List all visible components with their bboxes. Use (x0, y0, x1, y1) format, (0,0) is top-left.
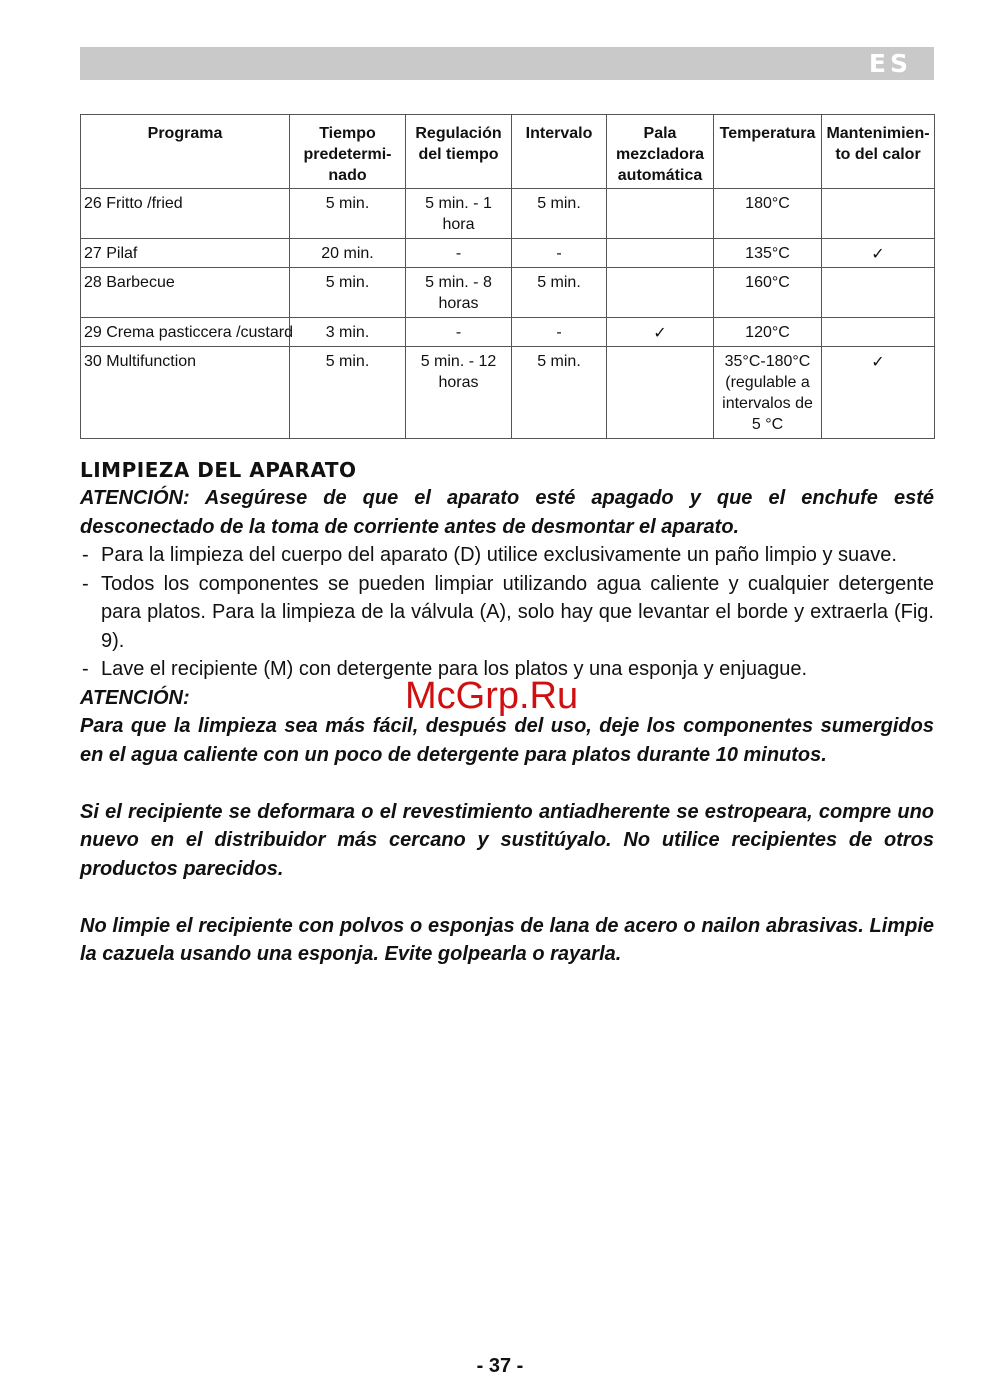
cell-programa: 30 Multifunction (81, 347, 290, 439)
header-regulacion: Regulación del tiempo (406, 115, 512, 189)
cell-regulacion: 5 min. - 12 horas (406, 347, 512, 439)
programs-table (80, 114, 935, 439)
cell-pala (607, 189, 714, 239)
cell-intervalo: 5 min. (512, 189, 607, 239)
cell-pala (607, 268, 714, 318)
cell-tiempo: 5 min. (290, 347, 406, 439)
cell-mantenimiento (822, 268, 935, 318)
list-item: - Para la limpieza del cuerpo del aparato (D) utilice exclusivamente un paño limpio y suave. (82, 544, 897, 566)
cell-programa: 27 Pilaf (81, 239, 290, 268)
attention-label: ATENCIÓN: (80, 686, 190, 709)
list-item: - Todos los componentes se pueden limpiar utilizando agua caliente y cualquier detergente para platos. Para la limpieza de la válvula (A), solo hay que levantar el borde y extraerla (Fig. 9). (82, 572, 934, 652)
cell-tiempo: 3 min. (290, 318, 406, 347)
cell-intervalo: 5 min. (512, 268, 607, 318)
cell-intervalo: - (512, 239, 607, 268)
cell-temperatura: 120°C (714, 318, 822, 347)
table-row (81, 318, 935, 347)
cell-temperatura: 160°C (714, 268, 822, 318)
table-header-row (81, 115, 935, 189)
cell-intervalo: - (512, 318, 607, 347)
list-item: - Lave el recipiente (M) con detergente para los platos y una esponja y enjuague. (82, 658, 808, 680)
table-row (81, 268, 935, 318)
cell-regulacion: - (406, 318, 512, 347)
paragraph: Para que la limpieza sea más fácil, después del uso, deje los componentes sumergidos en el agua caliente con un poco de detergente para platos durante 10 minutos. (80, 715, 934, 766)
cell-tiempo: 5 min. (290, 189, 406, 239)
cell-mantenimiento (822, 318, 935, 347)
header-intervalo: Intervalo (512, 115, 607, 189)
language-code: ES (868, 49, 912, 78)
cell-temperatura: 180°C (714, 189, 822, 239)
cell-mantenimiento (822, 189, 935, 239)
cell-intervalo: 5 min. (512, 347, 607, 439)
cell-tiempo: 20 min. (290, 239, 406, 268)
table-row (81, 239, 935, 268)
cell-regulacion: 5 min. - 8 horas (406, 268, 512, 318)
table-row (81, 189, 935, 239)
header-bar (80, 47, 934, 80)
check-icon: ✓ (822, 347, 935, 439)
cell-tiempo: 5 min. (290, 268, 406, 318)
warning-text: ATENCIÓN: Asegúrese de que el aparato esté apagado y que el enchufe esté desconectado de la toma de corriente antes de desmontar el aparato. (80, 487, 934, 538)
header-mantenimiento: Mantenimien- to del calor (822, 115, 935, 189)
cell-programa: 26 Fritto /fried (81, 189, 290, 239)
check-icon: ✓ (822, 239, 935, 268)
cell-regulacion: - (406, 239, 512, 268)
section-title: LIMPIEZA DEL APARATO (80, 458, 357, 482)
header-programa: Programa (81, 115, 290, 189)
paragraph: No limpie el recipiente con polvos o esponjas de lana de acero o nailon abrasivas. Limpie la cazuela usando una esponja. Evite golpearla o rayarla. (80, 914, 934, 965)
cell-pala (607, 239, 714, 268)
cell-temperatura: 35°C-180°C (regulable a intervalos de 5 °C (714, 347, 822, 439)
page-number: - 37 - (476, 1355, 524, 1377)
cell-programa: 29 Crema pasticcera /custard (81, 318, 290, 347)
cell-temperatura: 135°C (714, 239, 822, 268)
cell-programa: 28 Barbecue (81, 268, 290, 318)
table-row (81, 347, 935, 439)
paragraph: Si el recipiente se deformara o el revestimiento antiadherente se estropeara, compre uno nuevo en el distribuidor más cercano y sustitúyalo. No utilice recipientes de otros productos parecidos. (80, 800, 934, 880)
header-pala: Pala mezcladora automática (607, 115, 714, 189)
header-tiempo: Tiempo predetermi- nado (290, 115, 406, 189)
watermark: McGrp.Ru (405, 675, 579, 717)
check-icon: ✓ (607, 318, 714, 347)
cell-pala (607, 347, 714, 439)
cell-regulacion: 5 min. - 1 hora (406, 189, 512, 239)
header-temperatura: Temperatura (714, 115, 822, 189)
